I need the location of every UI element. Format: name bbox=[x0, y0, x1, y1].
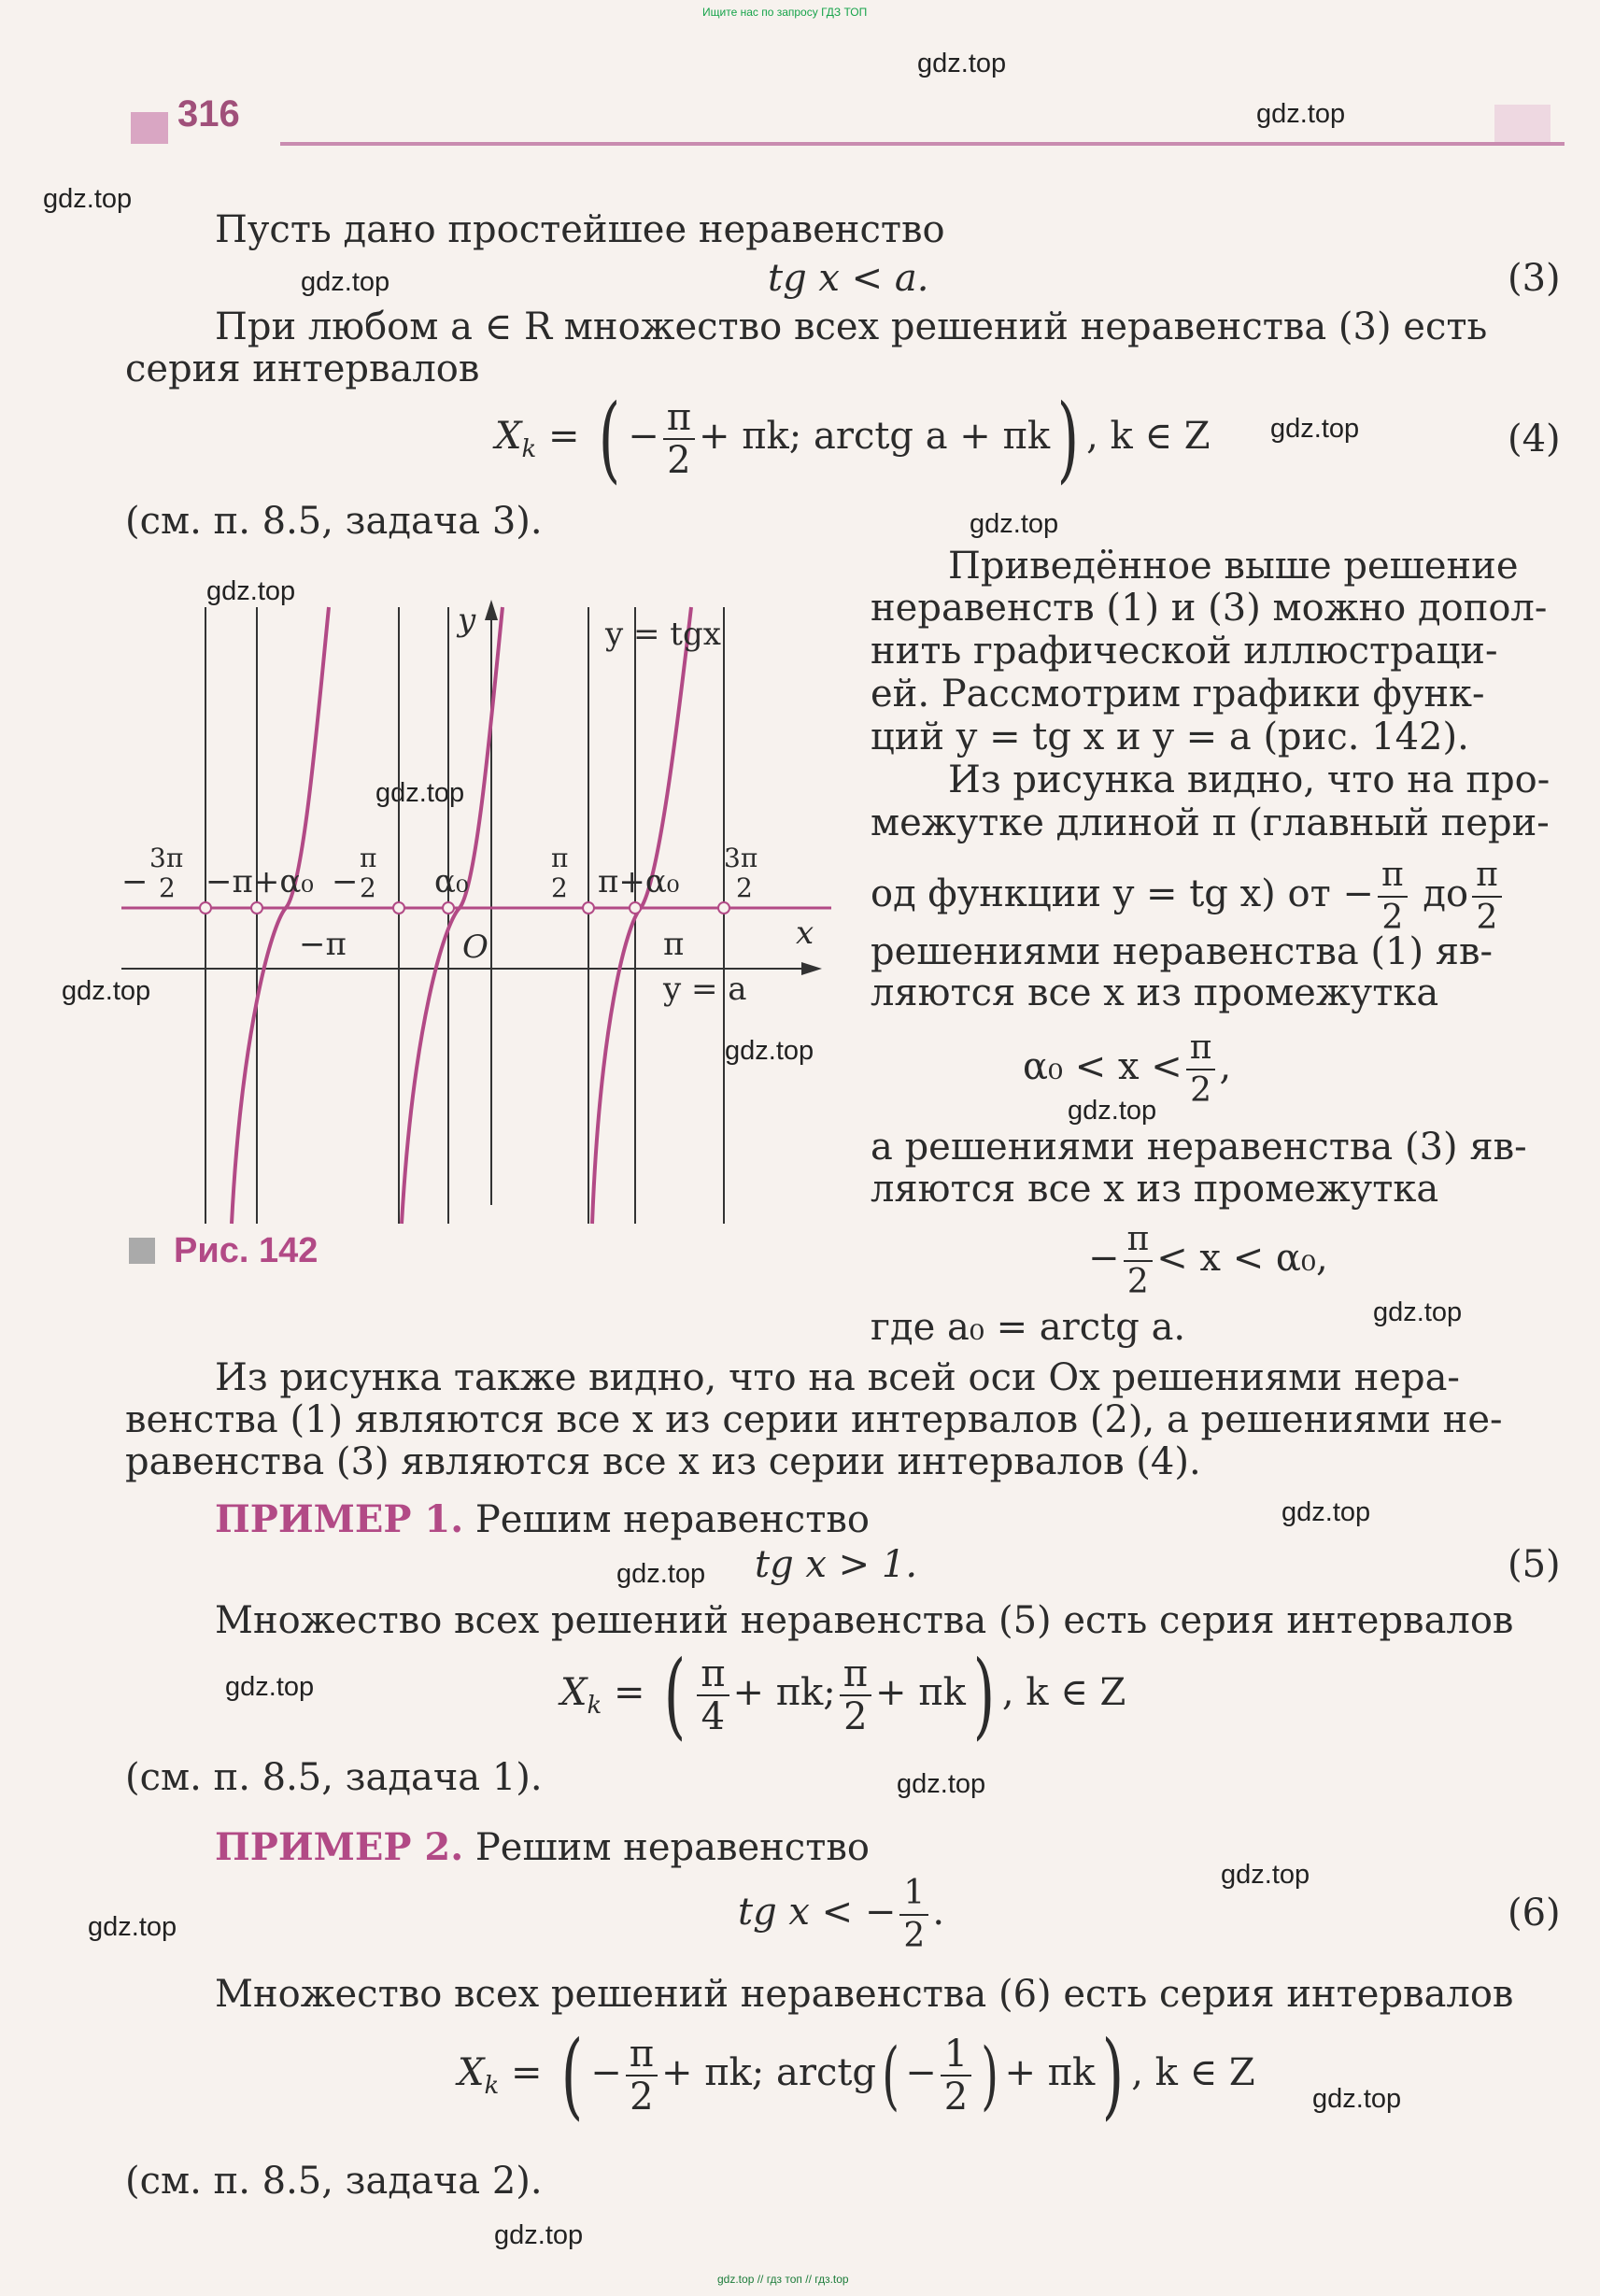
paragraph: а решениями неравенства (3) яв- bbox=[871, 1126, 1527, 1169]
inequality-5: tg x > 1. bbox=[755, 1543, 918, 1586]
paragraph: Множество всех решений неравенства (6) есть серия интервалов bbox=[215, 1973, 1514, 2016]
watermark-link[interactable]: gdz.top bbox=[301, 267, 390, 297]
caption-marker bbox=[129, 1238, 155, 1264]
x-axis-arrow bbox=[801, 962, 822, 975]
inequality-3: tg x < a. bbox=[768, 257, 929, 300]
inequality: − $\frac{\pi}{2}$ < x < α₀, bbox=[1088, 1220, 1328, 1301]
axis-y-label: y bbox=[458, 602, 476, 639]
paragraph: Из рисунка также видно, что на всей оси Ox решениями нера- bbox=[215, 1356, 1460, 1399]
watermark-link[interactable]: gdz.top bbox=[1256, 99, 1346, 129]
paragraph: Пусть дано простейшее неравенство bbox=[215, 208, 945, 251]
paragraph: Множество всех решений неравенства (5) есть серия интервалов bbox=[215, 1599, 1514, 1642]
paragraph: При любом a ∈ R множество всех решений неравенства (3) есть bbox=[215, 305, 1488, 348]
tick-label: π bbox=[663, 926, 685, 963]
paragraph: Приведённое выше решение bbox=[948, 545, 1519, 588]
paragraph: ляются все x из промежутка bbox=[871, 971, 1439, 1014]
paragraph: серия интервалов bbox=[125, 347, 480, 390]
inequality-6: tg x < − $\frac{1}{2}$ . bbox=[738, 1874, 945, 1955]
paragraph: ляются все x из промежутка bbox=[871, 1168, 1439, 1211]
inequality: α₀ < x < $\frac{\pi}{2}$ , bbox=[1023, 1028, 1232, 1110]
paragraph: ей. Рассмотрим графики функ- bbox=[871, 673, 1485, 716]
top-watermark: Ищите нас по запросу ГДЗ ТОП bbox=[702, 6, 868, 19]
tick-label: α₀ bbox=[434, 863, 469, 900]
figure-caption: Рис. 142 bbox=[174, 1231, 319, 1270]
watermark-link[interactable]: gdz.top bbox=[897, 1769, 986, 1799]
watermark-link[interactable]: gdz.top bbox=[494, 2220, 584, 2250]
tick-label: π bbox=[360, 843, 377, 873]
watermark-link[interactable]: gdz.top bbox=[1281, 1497, 1371, 1527]
paragraph: нить графической иллюстраци- bbox=[871, 630, 1498, 673]
tan-branch bbox=[402, 607, 503, 1224]
equation-number: (5) bbox=[1508, 1543, 1561, 1586]
watermark-link[interactable]: gdz.top bbox=[225, 1672, 315, 1702]
formula-5: $X_k$ = ( $\frac{\pi}{4}$ + πk; $\frac{\pi}{2}$ + πk) , k ∈ Z bbox=[560, 1640, 1126, 1750]
bottom-watermark: gdz.top // гдз топ // гдз.top bbox=[717, 2273, 849, 2286]
paragraph: (см. п. 8.5, задача 3). bbox=[125, 500, 543, 543]
tan-branch bbox=[592, 607, 691, 1224]
watermark-link[interactable]: gdz.top bbox=[1373, 1297, 1463, 1327]
example-1: ПРИМЕР 1. Решим неравенство bbox=[215, 1497, 870, 1541]
tick-label: − bbox=[121, 863, 149, 900]
formula-4: $X_k$ = ( − $\frac{\pi}{2}$ + πk; arctg a + πk) , k ∈ Z bbox=[495, 384, 1211, 493]
example-2: ПРИМЕР 2. Решим неравенство bbox=[215, 1825, 870, 1869]
formula-6: $X_k$ = ( − $\frac{\pi}{2}$ + πk; arctg( − $\frac{1}{2}$ ) + πk) , k ∈ Z bbox=[458, 2020, 1255, 2130]
paragraph: (см. п. 8.5, задача 1). bbox=[125, 1756, 543, 1799]
tan-branch bbox=[232, 607, 329, 1224]
tick-label: − bbox=[332, 863, 359, 900]
watermark-link[interactable]: gdz.top bbox=[375, 778, 465, 808]
tick-label: −π+α₀ bbox=[205, 863, 314, 900]
tick-label: π bbox=[551, 843, 569, 873]
watermark-link[interactable]: gdz.top bbox=[206, 576, 296, 606]
paragraph: где a₀ = arctg a. bbox=[871, 1306, 1186, 1349]
tick-label: 3π bbox=[149, 843, 184, 873]
watermark-link[interactable]: gdz.top bbox=[616, 1559, 706, 1589]
watermark-link[interactable]: gdz.top bbox=[1068, 1096, 1157, 1126]
paragraph: равенства (3) являются все x из серии интервалов (4). bbox=[125, 1440, 1201, 1483]
line-label: y = a bbox=[663, 971, 747, 1008]
figure-142 bbox=[121, 588, 859, 1242]
watermark-link[interactable]: gdz.top bbox=[917, 49, 1007, 78]
tick-label: 3π bbox=[724, 843, 758, 873]
tick-label: −π bbox=[299, 926, 347, 963]
tick-label: 2 bbox=[736, 872, 753, 903]
watermark-link[interactable]: gdz.top bbox=[62, 976, 151, 1006]
watermark-link[interactable]: gdz.top bbox=[1221, 1860, 1310, 1890]
axis-x-label: x bbox=[796, 914, 814, 952]
paragraph: венства (1) являются все x из серии интервалов (2), а решениями не- bbox=[125, 1398, 1503, 1441]
paragraph: ций y = tg x и y = a (рис. 142). bbox=[871, 716, 1469, 758]
watermark-link[interactable]: gdz.top bbox=[1312, 2084, 1402, 2114]
watermark-link[interactable]: gdz.top bbox=[43, 184, 133, 214]
page-number: 316 bbox=[177, 93, 240, 135]
tick-label: 2 bbox=[159, 872, 176, 903]
tick-label: π+α₀ bbox=[598, 863, 680, 900]
origin-label: O bbox=[462, 928, 488, 966]
watermark-link[interactable]: gdz.top bbox=[725, 1036, 814, 1066]
watermark-link[interactable]: gdz.top bbox=[88, 1912, 177, 1942]
equation-number: (4) bbox=[1508, 418, 1561, 461]
watermark-link[interactable]: gdz.top bbox=[970, 509, 1059, 539]
page-header-bar bbox=[131, 105, 1565, 149]
paragraph: межутке длиной π (главный пери- bbox=[871, 801, 1550, 844]
tick-label: 2 bbox=[360, 872, 376, 903]
equation-number: (3) bbox=[1508, 257, 1561, 300]
equation-number: (6) bbox=[1508, 1892, 1561, 1935]
paragraph: Из рисунка видно, что на про- bbox=[948, 758, 1550, 801]
tick-label: 2 bbox=[551, 872, 568, 903]
y-axis-arrow bbox=[485, 600, 498, 620]
paragraph: неравенств (1) и (3) можно допол- bbox=[871, 587, 1548, 630]
curve-label: y = tgx bbox=[605, 616, 721, 653]
watermark-link[interactable]: gdz.top bbox=[1270, 414, 1360, 444]
paragraph: (см. п. 8.5, задача 2). bbox=[125, 2160, 543, 2203]
paragraph: решениями неравенства (1) яв- bbox=[871, 930, 1494, 973]
paragraph: од функции y = tg x) от − $\frac{\pi}{2}$ до $\frac{\pi}{2}$ bbox=[871, 855, 1506, 939]
